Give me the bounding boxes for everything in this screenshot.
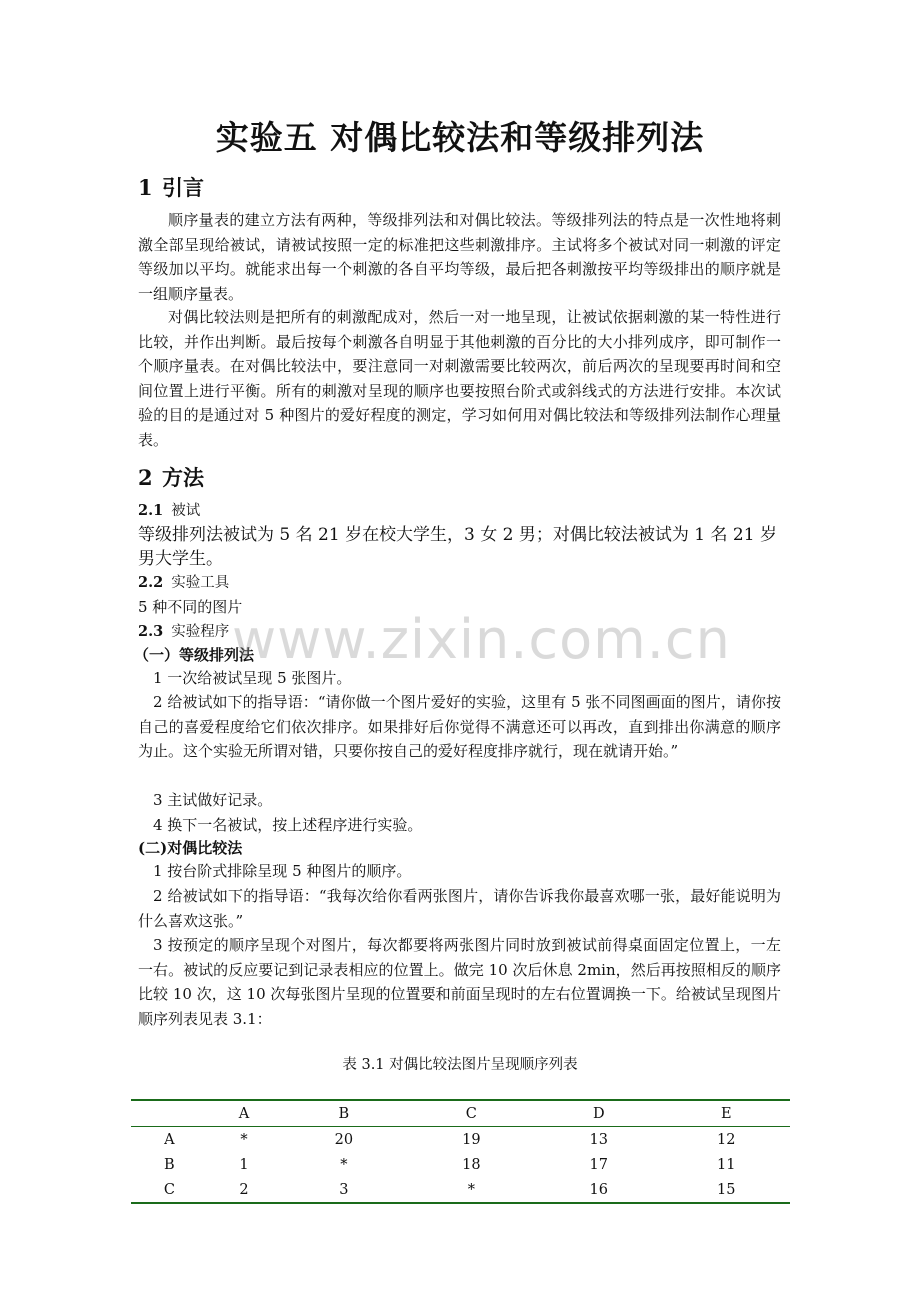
section-label: 引言 — [162, 175, 204, 200]
table-cell: A — [164, 1131, 175, 1148]
subsection-number: 2.2 — [138, 574, 164, 591]
table-cell: 17 — [589, 1156, 608, 1173]
part1-step: 3 主试做好记录。 — [153, 791, 273, 809]
subsection-procedure — [138, 620, 229, 641]
intro-paragraph-1: 顺序量表的建立方法有两种，等级排列法和对偶比较法。等级排列法的特点是一次性地将刺激全部呈现给被试，请被试按照一定的标准把这些刺激排序。主试将多个被试对同一刺激的评定等级加以平均。就能求出每一个刺激的各自平均等级，最后把各刺激按平均等级排出的顺序就是一组顺序量表。 — [138, 211, 781, 303]
section-number: 2 — [138, 465, 153, 490]
section-heading-method — [138, 462, 204, 492]
tools-text: 5 种不同的图片 — [138, 598, 243, 616]
table-cell: 16 — [589, 1181, 608, 1198]
section-label: 方法 — [162, 465, 204, 490]
table-header-cell: A — [238, 1105, 250, 1122]
table-cell: B — [164, 1156, 175, 1173]
subsection-number: 2.1 — [138, 502, 164, 519]
presentation-order-table — [131, 1099, 790, 1204]
table-cell: * — [240, 1131, 248, 1148]
section-heading-intro — [138, 172, 204, 202]
table-header-cell — [131, 1100, 208, 1127]
table-row — [131, 1152, 790, 1177]
table-cell: 19 — [462, 1131, 481, 1148]
table-header-cell: E — [720, 1105, 732, 1122]
table-cell: 12 — [717, 1131, 736, 1148]
subsection-number: 2.3 — [138, 623, 164, 640]
part1-step: 2 给被试如下的指导语：“请你做一个图片爱好的实验，这里有 5 张不同图画面的图片，请你按自己的喜爱程度给它们依次排序。如果排好后你觉得不满意还可以再改，直到排出你满意的顺序为止。这个实验无所谓对错，只要你按自己的爱好程度排序就行，现在就请开始。” — [138, 693, 781, 760]
subjects-text: 等级排列法被试为 5 名 21 岁在校大学生，3 女 2 男；对偶比较法被试为 1 名 21 岁男大学生。 — [138, 525, 777, 569]
table-header-row — [131, 1100, 790, 1127]
subsection-label: 实验工具 — [171, 575, 230, 591]
part1-step: 1 一次给被试呈现 5 张图片。 — [153, 669, 352, 687]
table-header-cell: C — [465, 1105, 477, 1122]
table-row — [131, 1127, 790, 1153]
table-cell: 3 — [339, 1181, 349, 1198]
part1-title: （一）等级排列法 — [134, 646, 255, 664]
table-row — [131, 1177, 790, 1203]
part2-step: 2 给被试如下的指导语：“我每次给你看两张图片，请你告诉我你最喜欢哪一张，最好能说明为什么喜欢这张。” — [138, 887, 781, 930]
table-cell: 2 — [239, 1181, 249, 1198]
table-cell: * — [467, 1181, 475, 1198]
part1-step: 4 换下一名被试，按上述程序进行实验。 — [153, 816, 423, 834]
intro-paragraph-2: 对偶比较法则是把所有的刺激配成对，然后一对一地呈现，让被试依据刺激的某一特性进行比较，并作出判断。最后按每个刺激各自明显于其他刺激的百分比的大小排列成序，即可制作一个顺序量表。在对偶比较法中，要注意同一对刺激需要比较两次，前后两次的呈现要再时间和空间位置上进行平衡。所有的刺激对呈现的顺序也要按照台阶式或斜线式的方法进行安排。本次试验的目的是通过对 5 种图片的爱好程度的测定，学习如何用对偶比较法和等级排列法制作心理量表。 — [138, 308, 781, 449]
section-number: 1 — [138, 175, 153, 200]
table-cell: 1 — [239, 1156, 249, 1173]
part2-title: (二)对偶比较法 — [138, 839, 243, 857]
subsection-tools — [138, 571, 229, 592]
watermark: www.zixin.com.cn — [232, 608, 731, 671]
table-caption: 表 3.1 对偶比较法图片呈现顺序列表 — [342, 1057, 578, 1073]
subsection-subjects — [138, 499, 200, 520]
table-cell: 15 — [717, 1181, 736, 1198]
part2-step: 1 按台阶式排除呈现 5 种图片的顺序。 — [153, 862, 412, 880]
part2-step: 3 按预定的顺序呈现个对图片，每次都要将两张图片同时放到被试前得桌面固定位置上，一左一右。被试的反应要记到记录表相应的位置上。做完 10 次后休息 2min，然后再按照相反的顺序比较 10 次，这 10 次每张图片呈现的位置要和前面呈现时的左右位置调换一下。给被试呈现图片顺序列表见表 3.1： — [138, 936, 781, 1028]
table-cell: C — [163, 1181, 175, 1198]
table-cell: * — [340, 1156, 348, 1173]
table-cell: 13 — [589, 1131, 608, 1148]
table-cell: 11 — [717, 1156, 736, 1173]
subsection-label: 实验程序 — [171, 624, 230, 640]
table-cell: 18 — [462, 1156, 481, 1173]
table-cell: 20 — [334, 1131, 354, 1148]
document-title: 实验五 对偶比较法和等级排列法 — [215, 118, 705, 157]
subsection-label: 被试 — [171, 503, 201, 519]
table-header-cell: D — [592, 1105, 605, 1122]
table-header-cell: B — [338, 1105, 350, 1122]
